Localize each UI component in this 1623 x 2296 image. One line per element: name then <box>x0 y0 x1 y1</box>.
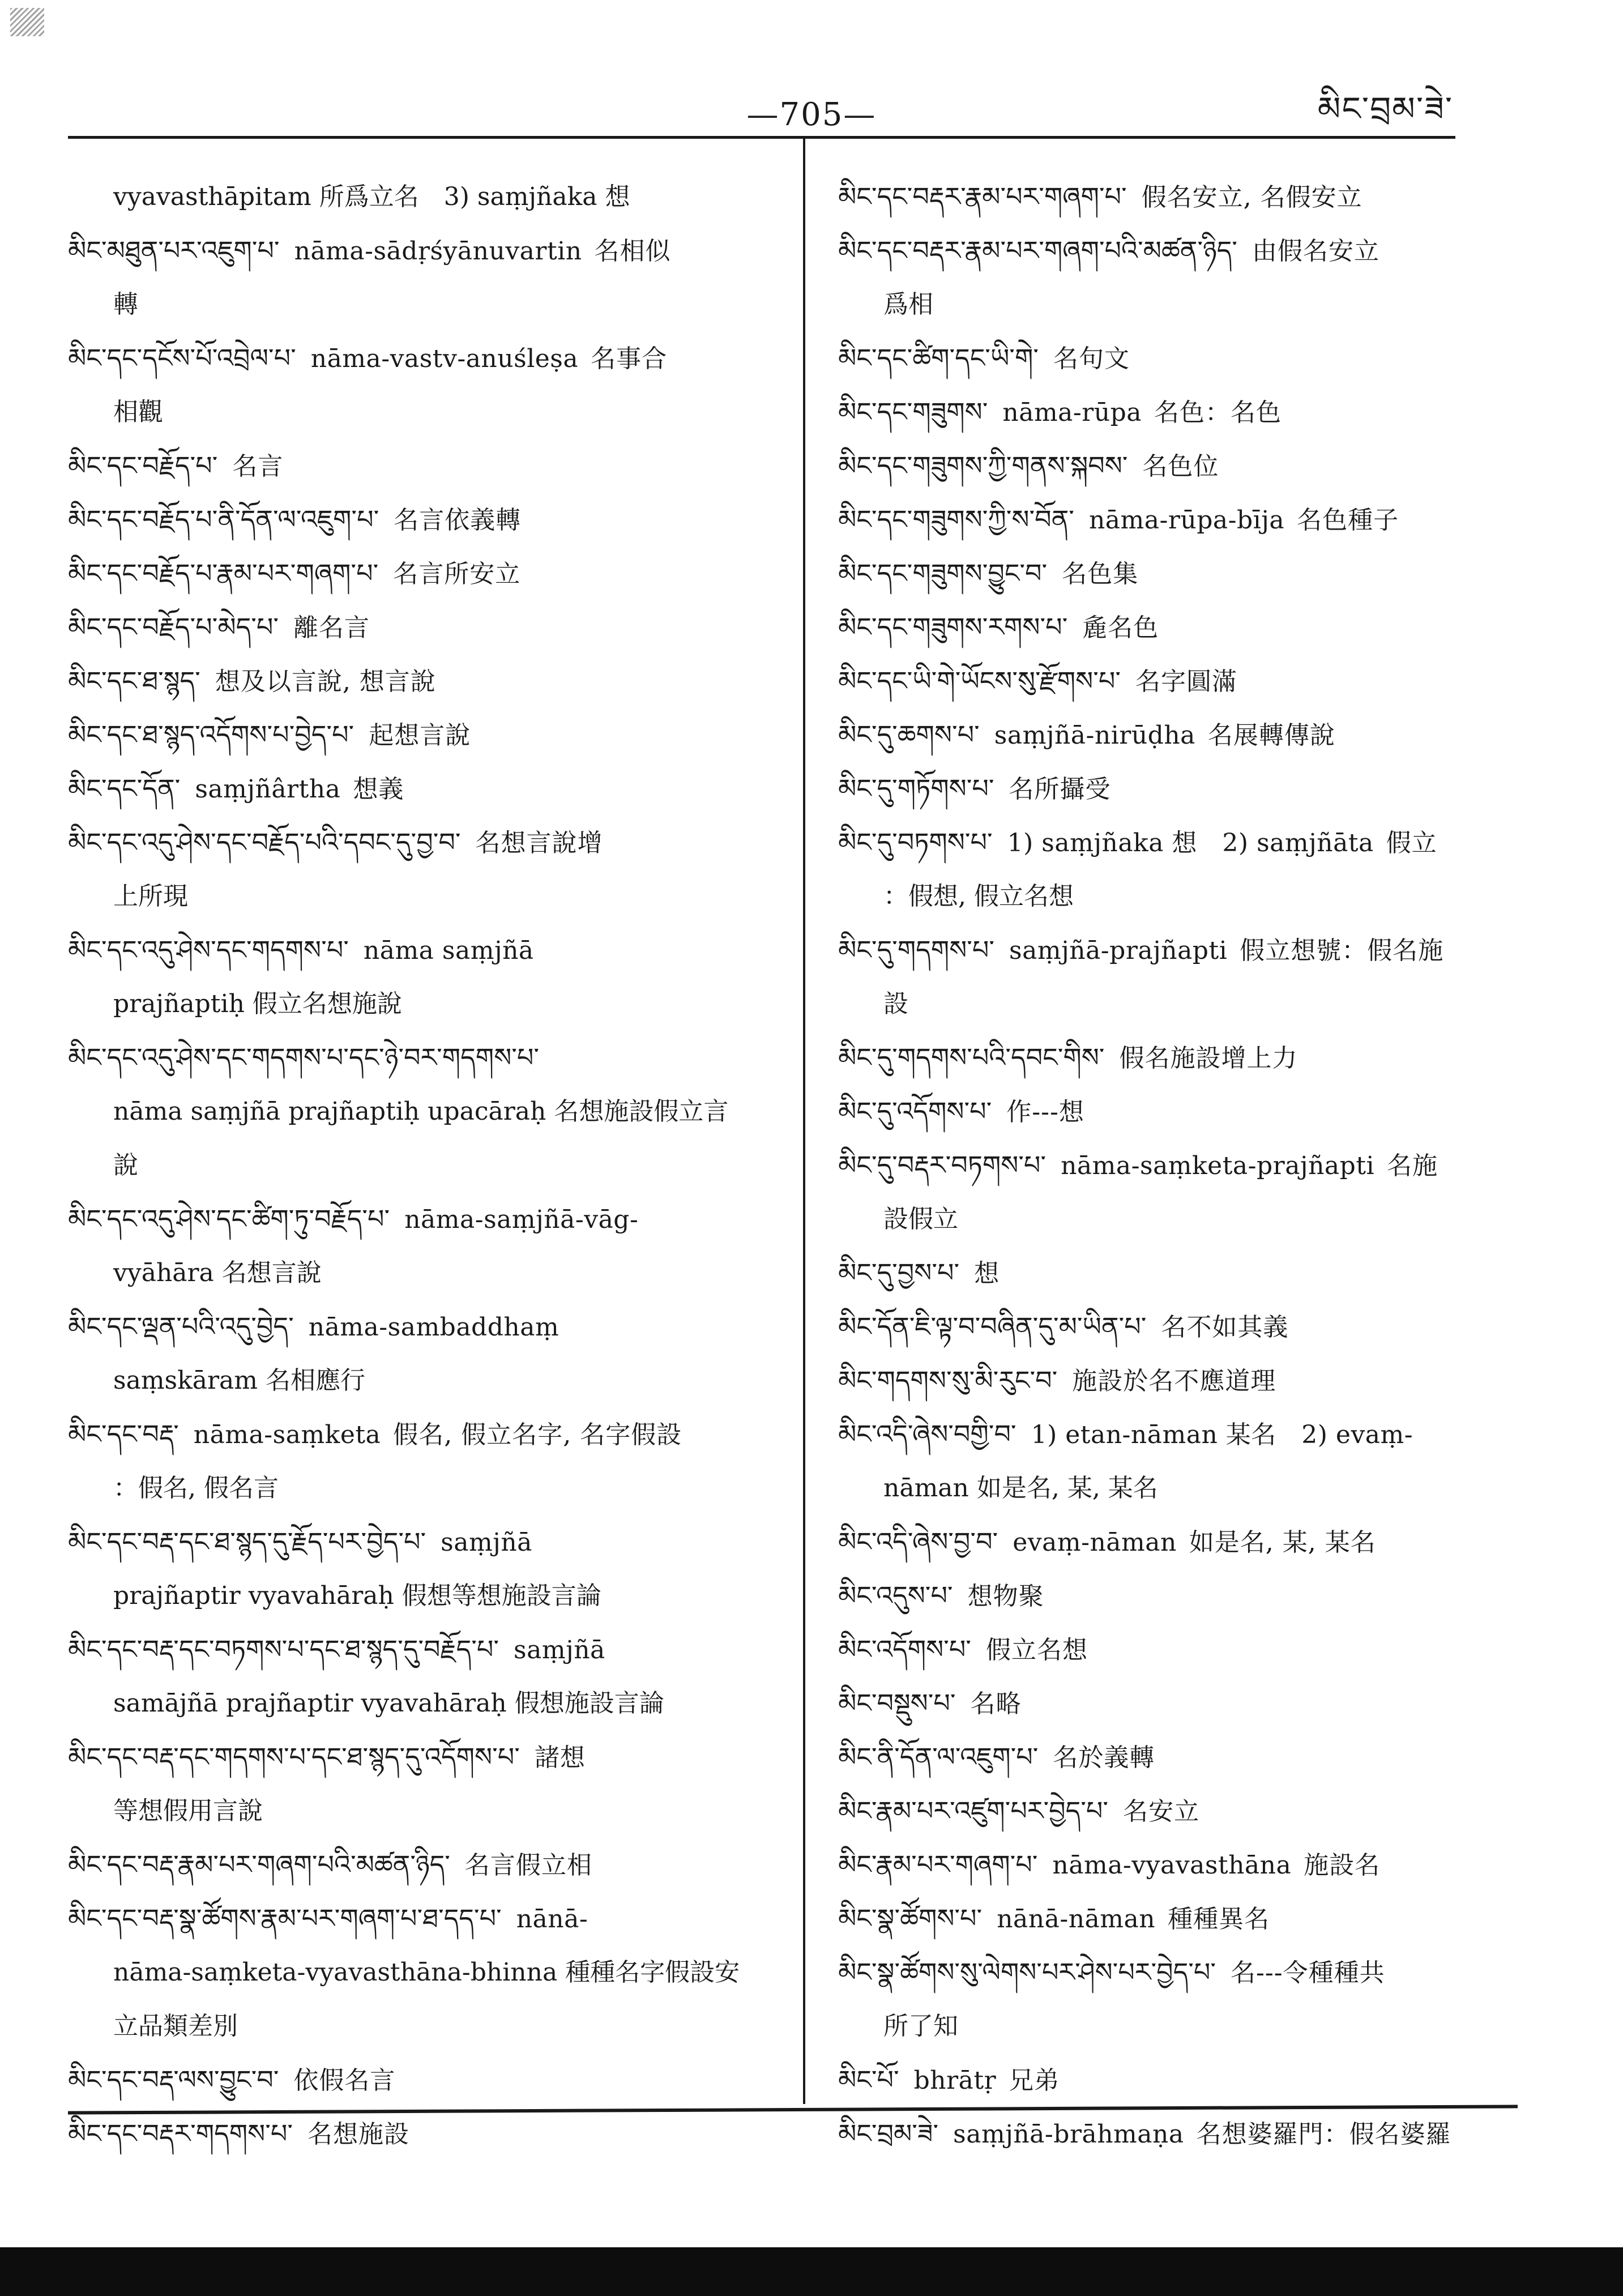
entry-continuation <box>68 1676 776 1730</box>
chinese-gloss: 想及以言說, 想言說 <box>215 667 436 696</box>
chinese-gloss: 假名施設增上力 <box>1119 1044 1298 1073</box>
tibetan-headword: མིང་དུ་བཏགས་པ་ <box>838 827 993 857</box>
dictionary-entry <box>838 1569 1489 1623</box>
chinese-gloss: 由假名安立 <box>1252 237 1379 266</box>
chinese-gloss: 種種異名 <box>1168 1905 1270 1934</box>
tibetan-headword: མིང་དུ་བརྡར་བཏགས་པ་ <box>838 1150 1047 1180</box>
dictionary-entry <box>68 600 776 654</box>
continuation-text: 說 <box>113 1151 138 1180</box>
entry-continuation <box>68 1354 776 1407</box>
continuation-text: samājñā prajñaptir vyavahāraḥ 假想施設言論 <box>113 1689 664 1718</box>
dictionary-entry <box>838 1246 1489 1300</box>
continuation-text: 相觀 <box>113 398 163 426</box>
entry-continuation <box>68 170 776 224</box>
tibetan-headword: མིང་དུ་ཆགས་པ་ <box>838 719 980 750</box>
entry-continuation <box>838 278 1489 331</box>
sanskrit-term: saṃjñā <box>441 1528 532 1557</box>
continuation-text: 轉 <box>113 290 138 319</box>
dictionary-entry <box>838 1676 1489 1730</box>
scan-bottom-band <box>0 2247 1623 2296</box>
continuation-text: ：假想, 假立名想 <box>883 882 1074 911</box>
tibetan-headword: མིང་དང་ཡི་གེ་ཡོངས་སུ་རྫོགས་པ་ <box>838 665 1121 696</box>
chinese-gloss: 假名, 假立名字, 名字假設 <box>393 1420 682 1449</box>
dictionary-entry <box>68 762 776 816</box>
dictionary-entry <box>838 547 1489 600</box>
chinese-gloss: 名言依義轉 <box>394 506 522 535</box>
entry-continuation <box>68 1246 776 1300</box>
tibetan-headword: མིང་དང་བརྡ་སྣ་ཚོགས་རྣམ་པར་གཞག་པ་ཐ་དད་པ་ <box>68 1903 502 1934</box>
dictionary-entry <box>838 1515 1489 1569</box>
continuation-text: prajñaptiḥ 假立名想施說 <box>113 989 402 1018</box>
entry-continuation <box>838 977 1489 1031</box>
continuation-text: ：假名, 假名言 <box>113 1474 279 1503</box>
tibetan-headword: མིང་དང་བརྡར་རྣམ་པར་གཞག་པའི་མཚན་ཉིད་ <box>838 235 1237 266</box>
tibetan-headword: མིང་སྣ་ཚོགས་སུ་ལེགས་པར་ཤེས་པར་བྱེད་པ་ <box>838 1957 1216 1987</box>
dictionary-entry <box>68 439 776 493</box>
chinese-gloss: 名色：名色 <box>1154 398 1282 427</box>
sanskrit-term: nānā- <box>516 1905 588 1934</box>
dictionary-entry <box>838 1945 1489 1999</box>
chinese-gloss: 施設名 <box>1304 1851 1381 1880</box>
chinese-gloss: 想 <box>974 1259 1000 1288</box>
entry-continuation <box>68 1945 776 1999</box>
chinese-gloss: 名展轉傳說 <box>1207 721 1335 750</box>
continuation-text: 設 <box>883 989 908 1018</box>
continuation-text: 所了知 <box>883 2012 958 2041</box>
dictionary-entry <box>838 2053 1489 2107</box>
entry-continuation <box>68 1085 776 1138</box>
dictionary-entry <box>68 1407 776 1461</box>
chinese-gloss: 起想言說 <box>369 721 471 750</box>
sanskrit-term: nāma-sādṛśyānuvartin <box>294 237 582 266</box>
entry-continuation <box>68 1138 776 1192</box>
dictionary-entry <box>68 923 776 977</box>
sanskrit-term: bhrātṛ <box>913 2066 997 2095</box>
tibetan-headword: མིང་དང་འདུ་ཤེས་དང་གདགས་པ་དང་ཉེ་བར་གདགས་པ་ <box>68 1042 540 1073</box>
chinese-gloss: 想義 <box>353 775 404 804</box>
dictionary-entry <box>68 1623 776 1676</box>
sanskrit-term: nāma-vyavasthāna <box>1052 1851 1292 1880</box>
sanskrit-term: saṃjñā-brāhmaṇa <box>953 2120 1184 2149</box>
tibetan-headword: མིང་དང་བརྡ་དང་ཐ་སྙད་དུ་རྗོད་པར་བྱེད་པ་ <box>68 1526 426 1557</box>
chinese-gloss: 名想施設 <box>307 2120 410 2149</box>
tibetan-headword: མིང་དང་བརྡར་གདགས་པ་ <box>68 2118 293 2149</box>
tibetan-headword: མིང་དང་བརྡ་ལས་བྱུང་བ་ <box>68 2064 279 2095</box>
chinese-gloss: 名色種子 <box>1297 506 1399 535</box>
dictionary-entry <box>68 1300 776 1354</box>
continuation-text: 設假立 <box>883 1205 958 1234</box>
chinese-gloss: 名---令種種共 <box>1231 1958 1385 1987</box>
continuation-text: nāma-saṃketa-vyavasthāna-bhinna 種種名字假設安 <box>113 1958 740 1987</box>
chinese-gloss: 麁名色 <box>1082 613 1159 642</box>
continuation-text: 等想假用言說 <box>113 1796 263 1825</box>
chinese-gloss: 依假名言 <box>293 2066 396 2095</box>
chinese-gloss: 名想言說增 <box>475 829 603 857</box>
header-rule <box>68 136 1455 139</box>
tibetan-headword: མིང་དང་གཟུགས་ <box>838 396 988 427</box>
dictionary-entry <box>838 923 1489 977</box>
dictionary-entry <box>68 493 776 547</box>
dictionary-entry <box>838 170 1489 224</box>
scan-artifact <box>10 8 44 36</box>
tibetan-headword: མིང་དང་འདུ་ཤེས་དང་བརྗོད་པའི་དབང་དུ་བྱ་བ་ <box>68 827 461 857</box>
continuation-text: prajñaptir vyavahāraḥ 假想等想施設言論 <box>113 1581 601 1610</box>
tibetan-headword: མིང་འདི་ཞེས་བགྱི་བ་ <box>838 1419 1016 1449</box>
continuation-text: nāma saṃjñā prajñaptiḥ upacāraḥ 名想施設假立言 <box>113 1097 729 1126</box>
chinese-gloss: 名施 <box>1387 1151 1438 1180</box>
tibetan-headword: མིང་དང་ཐ་སྙད་ <box>68 665 200 696</box>
tibetan-headword: མིང་དང་བརྗོད་པ་ནི་དོན་ལ་འཇུག་པ་ <box>68 504 379 535</box>
entry-continuation <box>68 1461 776 1515</box>
entry-continuation <box>68 977 776 1031</box>
chinese-gloss: 假立想號：假名施 <box>1240 936 1444 965</box>
tibetan-headword: མིང་རྣམ་པར་གཞག་པ་ <box>838 1849 1038 1880</box>
sanskrit-term: nāma-sambaddhaṃ <box>308 1313 559 1342</box>
dictionary-entry <box>68 2107 776 2161</box>
tibetan-headword: མིང་སྣ་ཚོགས་པ་ <box>838 1903 983 1934</box>
chinese-gloss: 名事合 <box>591 344 668 373</box>
tibetan-headword: མིང་འདི་ཞེས་བྱ་བ་ <box>838 1526 998 1557</box>
chinese-gloss: 名字圓滿 <box>1135 667 1238 696</box>
dictionary-entry <box>838 493 1489 547</box>
sanskrit-term: saṃjñârtha <box>195 775 341 804</box>
tibetan-headword: མིང་དང་བརྗོད་པ་ <box>68 450 218 481</box>
dictionary-entry <box>68 654 776 708</box>
sanskrit-term: nāma saṃjñā <box>363 936 534 965</box>
dictionary-entry <box>68 1192 776 1246</box>
left-column <box>68 170 776 2161</box>
dictionary-entry <box>838 1138 1489 1192</box>
dictionary-entry <box>838 1892 1489 1945</box>
tibetan-headword: མིང་འདུས་པ་ <box>838 1580 953 1611</box>
dictionary-entry <box>68 708 776 762</box>
continuation-text: vyavasthāpitam 所爲立名 3) saṃjñaka 想 <box>113 182 630 211</box>
sanskrit-term: nāma-rūpa <box>1002 398 1142 427</box>
tibetan-headword: མིང་དུ་འདོགས་པ་ <box>838 1096 992 1126</box>
tibetan-headword: མིང་དང་བརྡ་དང་གདགས་པ་དང་ཐ་སྙད་དུ་འདོགས་པ་ <box>68 1742 520 1772</box>
dictionary-entry <box>838 1354 1489 1407</box>
dictionary-entry <box>68 1838 776 1892</box>
chinese-gloss: 施設於名不應道理 <box>1072 1367 1276 1395</box>
dictionary-entry <box>68 1031 776 1085</box>
dictionary-entry <box>838 1784 1489 1838</box>
continuation-text: vyāhāra 名想言說 <box>113 1258 322 1287</box>
continuation-text: 立品類差別 <box>113 2012 238 2041</box>
dictionary-entry <box>838 224 1489 278</box>
chinese-gloss: 名色位 <box>1142 452 1219 481</box>
tibetan-headword: མིང་དང་གཟུགས་ཀྱི་ས་བོན་ <box>838 504 1074 535</box>
tibetan-headword: མིང་དང་བརྗོད་པ་མེད་པ་ <box>68 612 279 642</box>
chinese-gloss: 名所攝受 <box>1009 775 1111 804</box>
chinese-gloss: 名言 <box>232 452 284 481</box>
tibetan-headword: མིང་དང་བརྡ་དང་བཏགས་པ་དང་ཐ་སྙད་དུ་བརྗོད་པ་ <box>68 1634 499 1665</box>
dictionary-entry <box>68 1730 776 1784</box>
chinese-gloss: 名相似 <box>594 237 671 266</box>
chinese-gloss: 想物聚 <box>967 1582 1044 1611</box>
chinese-gloss: 名色集 <box>1062 560 1139 588</box>
dictionary-entry <box>838 1031 1489 1085</box>
chinese-gloss: 離名言 <box>293 613 370 642</box>
tibetan-headword: མིང་དོན་ཇི་ལྟ་བ་བཞིན་དུ་མ་ཡིན་པ་ <box>838 1311 1147 1342</box>
sanskrit-term: saṃjñā-prajñapti <box>1009 936 1228 965</box>
dictionary-entry <box>68 816 776 869</box>
entry-continuation <box>68 1999 776 2053</box>
dictionary-entry <box>838 816 1489 869</box>
dictionary-entry <box>838 1085 1489 1138</box>
entry-continuation <box>68 385 776 439</box>
chinese-gloss: 假立名想 <box>985 1636 1088 1665</box>
dictionary-entry <box>838 331 1489 385</box>
sanskrit-term: nāma-rūpa-bīja <box>1088 506 1285 535</box>
dictionary-entry <box>838 600 1489 654</box>
chinese-gloss: 假名安立, 名假安立 <box>1141 183 1363 212</box>
column-divider <box>803 139 805 2104</box>
tibetan-headword: མིང་པོ་ <box>838 2064 899 2095</box>
tibetan-headword: མིང་མཐུན་པར་འཇུག་པ་ <box>68 235 280 266</box>
dictionary-entry <box>838 2107 1489 2161</box>
entry-continuation <box>838 1192 1489 1246</box>
tibetan-headword: མིང་དུ་གདགས་པ་ <box>838 934 995 965</box>
running-head: མིང་བྲམ་ཟེ་ <box>1317 89 1453 128</box>
sanskrit-term: nāma-saṃketa-prajñapti <box>1061 1151 1375 1180</box>
entry-continuation <box>838 869 1489 923</box>
dictionary-entry <box>838 654 1489 708</box>
dictionary-entry <box>838 1623 1489 1676</box>
chinese-gloss: 假立 <box>1386 829 1437 857</box>
sanskrit-term: saṃjñā <box>514 1636 605 1665</box>
chinese-gloss: 作---想 <box>1006 1098 1084 1126</box>
dictionary-entry <box>68 547 776 600</box>
tibetan-headword: མིང་དང་བརྡར་རྣམ་པར་གཞག་པ་ <box>838 181 1127 212</box>
chinese-gloss: 諸想 <box>534 1743 586 1772</box>
tibetan-headword: མིང་དང་འདུ་ཤེས་དང་གདགས་པ་ <box>68 934 349 965</box>
entry-continuation <box>838 1461 1489 1515</box>
entry-continuation <box>68 869 776 923</box>
entry-continuation <box>68 278 776 331</box>
sanskrit-term: nāma-vastv-anuśleṣa <box>310 344 579 373</box>
tibetan-headword: མིང་དང་གཟུགས་བྱུང་བ་ <box>838 558 1048 588</box>
tibetan-headword: མིང་དུ་བྱས་པ་ <box>838 1257 960 1288</box>
dictionary-entry <box>838 762 1489 816</box>
continuation-text: 爲相 <box>883 290 933 319</box>
chinese-gloss: 名句文 <box>1053 344 1130 373</box>
dictionary-entry <box>68 331 776 385</box>
tibetan-headword: མིང་ནི་དོན་ལ་འཇུག་པ་ <box>838 1742 1039 1772</box>
dictionary-entry <box>838 1300 1489 1354</box>
dictionary-entry <box>838 1838 1489 1892</box>
dictionary-entry <box>68 2053 776 2107</box>
continuation-text: saṃskāram 名相應行 <box>113 1366 365 1395</box>
tibetan-headword: མིང་དང་ཚིག་དང་ཡི་གེ་ <box>838 343 1039 373</box>
chinese-gloss: 名言假立相 <box>464 1851 592 1880</box>
page-number: —705— <box>746 96 877 133</box>
tibetan-headword: མིང་དུ་གདགས་པའི་དབང་གིས་ <box>838 1042 1105 1073</box>
chinese-gloss: 兄弟 <box>1009 2066 1060 2095</box>
dictionary-entry <box>838 1407 1489 1461</box>
sanskrit-term: evaṃ-nāman <box>1013 1528 1177 1557</box>
tibetan-headword: མིང་བྲམ་ཟེ་ <box>838 2118 939 2149</box>
chinese-gloss: 如是名, 某, 某名 <box>1189 1528 1376 1557</box>
tibetan-headword: མིང་དང་བརྗོད་པ་རྣམ་པར་གཞག་པ་ <box>68 558 379 588</box>
sanskrit-term: nāma-saṃketa <box>193 1420 381 1449</box>
right-column <box>838 170 1489 2161</box>
chinese-gloss: 名略 <box>970 1689 1022 1718</box>
chinese-gloss: 名於義轉 <box>1053 1743 1155 1772</box>
tibetan-headword: མིང་དང་བརྡ་རྣམ་པར་གཞག་པའི་མཚན་ཉིད་ <box>68 1849 450 1880</box>
tibetan-headword: མིང་འདོགས་པ་ <box>838 1634 971 1665</box>
tibetan-headword: མིང་བསྡུས་པ་ <box>838 1688 956 1718</box>
dictionary-entry <box>838 439 1489 493</box>
tibetan-headword: མིང་དང་གཟུགས་ཀྱི་གནས་སྐབས་ <box>838 450 1128 481</box>
tibetan-headword: མིང་དང་ལྡན་པའི་འདུ་བྱེད་ <box>68 1311 294 1342</box>
entry-continuation <box>68 1569 776 1623</box>
tibetan-headword: མིང་དང་དངོས་པོ་འབྲེལ་པ་ <box>68 343 296 373</box>
tibetan-headword: མིང་དུ་གཏོགས་པ་ <box>838 773 994 804</box>
entry-continuation <box>68 1784 776 1838</box>
continuation-text: 上所現 <box>113 882 188 911</box>
continuation-text: nāman 如是名, 某, 某名 <box>883 1474 1158 1503</box>
sanskrit-term: 1) saṃjñaka 想 2) saṃjñāta <box>1007 829 1374 857</box>
tibetan-headword: མིང་དང་འདུ་ཤེས་དང་ཚིག་ཏུ་བརྗོད་པ་ <box>68 1204 390 1234</box>
dictionary-entry <box>68 224 776 278</box>
dictionary-entry <box>68 1515 776 1569</box>
tibetan-headword: མིང་དང་བརྡ་ <box>68 1419 179 1449</box>
chinese-gloss: 名想婆羅門：假名婆羅 <box>1196 2120 1451 2149</box>
dictionary-entry <box>68 1892 776 1945</box>
tibetan-headword: མིང་དང་ཐ་སྙད་འདོགས་པ་བྱེད་པ་ <box>68 719 355 750</box>
dictionary-entry <box>838 1730 1489 1784</box>
sanskrit-term: nāma-saṃjñā-vāg- <box>404 1205 639 1234</box>
entry-continuation <box>838 1999 1489 2053</box>
sanskrit-term: saṃjñā-nirūḍha <box>994 721 1195 750</box>
tibetan-headword: མིང་དང་དོན་ <box>68 773 181 804</box>
sanskrit-term: 1) etan-nāman 某名 2) evaṃ- <box>1031 1420 1413 1449</box>
chinese-gloss: 名言所安立 <box>393 560 521 588</box>
tibetan-headword: མིང་དང་གཟུགས་རགས་པ་ <box>838 612 1068 642</box>
chinese-gloss: 名安立 <box>1123 1797 1200 1826</box>
tibetan-headword: མིང་རྣམ་པར་འཛུག་པར་བྱེད་པ་ <box>838 1795 1109 1826</box>
chinese-gloss: 名不如其義 <box>1161 1313 1289 1342</box>
dictionary-entry <box>838 708 1489 762</box>
tibetan-headword: མིང་གདགས་སུ་མི་རུང་བ་ <box>838 1365 1058 1395</box>
dictionary-entry <box>838 385 1489 439</box>
sanskrit-term: nānā-nāman <box>997 1905 1156 1934</box>
